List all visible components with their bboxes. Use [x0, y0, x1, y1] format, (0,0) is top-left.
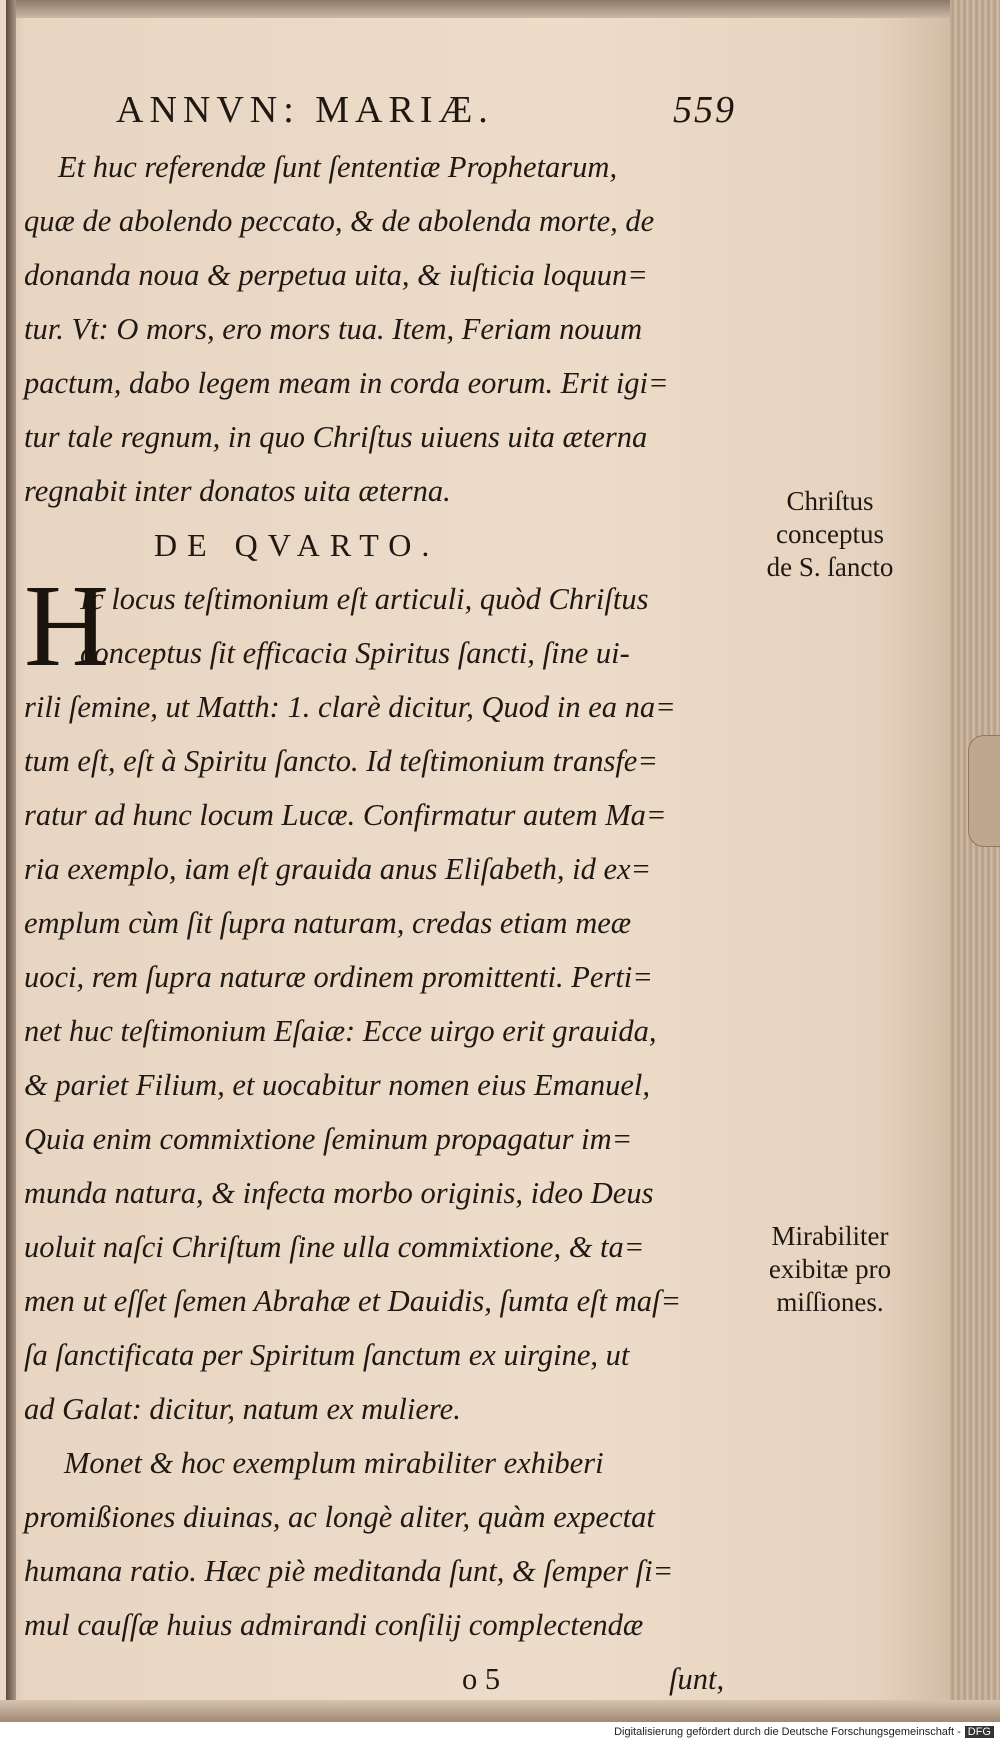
text-line: ratur ad hunc locum Lucæ. Confirmatur autem Ma= — [24, 798, 667, 832]
text-line: men ut eſſet ſemen Abrahæ et Dauidis, ſumta eſt maſ= — [24, 1284, 682, 1318]
catchword: ſunt, — [669, 1662, 725, 1696]
text-line: Monet & hoc exemplum mirabiliter exhiberi — [64, 1446, 604, 1480]
main-text — [24, 140, 724, 1706]
book-page — [6, 0, 950, 1722]
section-heading: DE QVARTO. — [154, 527, 440, 563]
text-line: uoluit naſci Chriſtum ſine ulla commixtione, & ta= — [24, 1230, 645, 1264]
text-line: ria exemplo, iam eſt grauida anus Eliſabeth, id ex= — [24, 852, 652, 886]
margin-note-line: exibitæ pro — [768, 1254, 892, 1284]
margin-note-mirabiliter — [730, 1220, 930, 1319]
text-line: Et huc referendæ ſunt ſententiæ Prophetarum, — [58, 150, 618, 184]
page-bottom-edge — [0, 1700, 1000, 1722]
text-line: rili ſemine, ut Matth: 1. clarè dicitur, Quod in ea na= — [24, 690, 676, 724]
digitization-credit — [614, 1726, 994, 1738]
text-line: tur tale regnum, in quo Chriſtus uiuens uita æterna — [24, 420, 648, 454]
text-line: donanda noua & perpetua uita, & iuſticia loquun= — [24, 258, 648, 292]
text-line: ad Galat: dicitur, natum ex muliere. — [24, 1392, 461, 1426]
text-line: pactum, dabo legem meam in corda eorum. Erit igi= — [24, 366, 669, 400]
margin-note-conceptus — [730, 485, 930, 584]
page-tab — [968, 735, 1000, 847]
page-top-edge — [6, 0, 950, 18]
text-line: tur. Vt: O mors, ero mors tua. Item, Feriam nouum — [24, 312, 643, 346]
paragraph-with-drop-cap — [24, 560, 724, 691]
text-line: emplum cùm ſit ſupra naturam, credas etiam meæ — [24, 906, 632, 940]
text-line: uoci, rem ſupra naturæ ordinem promittenti. Perti= — [24, 960, 653, 994]
text-line: ſa ſanctificata per Spiritum ſanctum ex uirgine, ut — [24, 1338, 630, 1372]
text-line: conceptus ſit efficacia Spiritus ſancti, ſine ui- — [80, 636, 630, 670]
text-line: tum eſt, eſt à Spiritu ſancto. Id teſtimonium transfe= — [24, 744, 658, 778]
credit-text: Digitalisierung gefördert durch die Deutsche Forschungsgemeinschaft - — [614, 1726, 961, 1738]
text-line: net huc teſtimonium Eſaiæ: Ecce uirgo erit grauida, — [24, 1014, 657, 1048]
margin-note-line: Chriſtus — [786, 486, 874, 516]
text-line: regnabit inter donatos uita æterna. — [24, 474, 451, 508]
dfg-logo: DFG — [965, 1726, 994, 1738]
text-line: quæ de abolendo peccato, & de abolenda morte, de — [24, 204, 655, 238]
text-line: promißiones diuinas, ac longè aliter, quàm expectat — [24, 1500, 655, 1534]
page-fore-edge — [950, 0, 1000, 1722]
margin-note-line: de S. ſancto — [766, 552, 894, 582]
margin-note-line: Mirabiliter — [771, 1221, 889, 1251]
text-line: & pariet Filium, et uocabitur nomen eius Emanuel, — [24, 1068, 651, 1102]
text-line: Quia enim commixtione ſeminum propagatur im= — [24, 1122, 633, 1156]
signature-line — [24, 1652, 724, 1706]
text-line: humana ratio. Hæc piè meditanda ſunt, & ſemper ſi= — [24, 1554, 674, 1588]
drop-cap-initial: H — [24, 560, 110, 691]
running-header — [116, 82, 736, 142]
running-title: ANNVN: MARIÆ. — [116, 89, 494, 131]
margin-note-line: miſſiones. — [776, 1287, 884, 1317]
page-number: 559 — [673, 89, 736, 131]
margin-note-line: conceptus — [776, 519, 884, 549]
text-line: Ic locus teſtimonium eſt articuli, quòd Chriſtus — [80, 582, 649, 616]
book-spine-shadow — [6, 0, 16, 1722]
signature-mark: o 5 — [462, 1662, 501, 1696]
text-line: munda natura, & infecta morbo originis, ideo Deus — [24, 1176, 654, 1210]
text-line: mul cauſſæ huius admirandi conſilij complectendæ — [24, 1608, 644, 1642]
